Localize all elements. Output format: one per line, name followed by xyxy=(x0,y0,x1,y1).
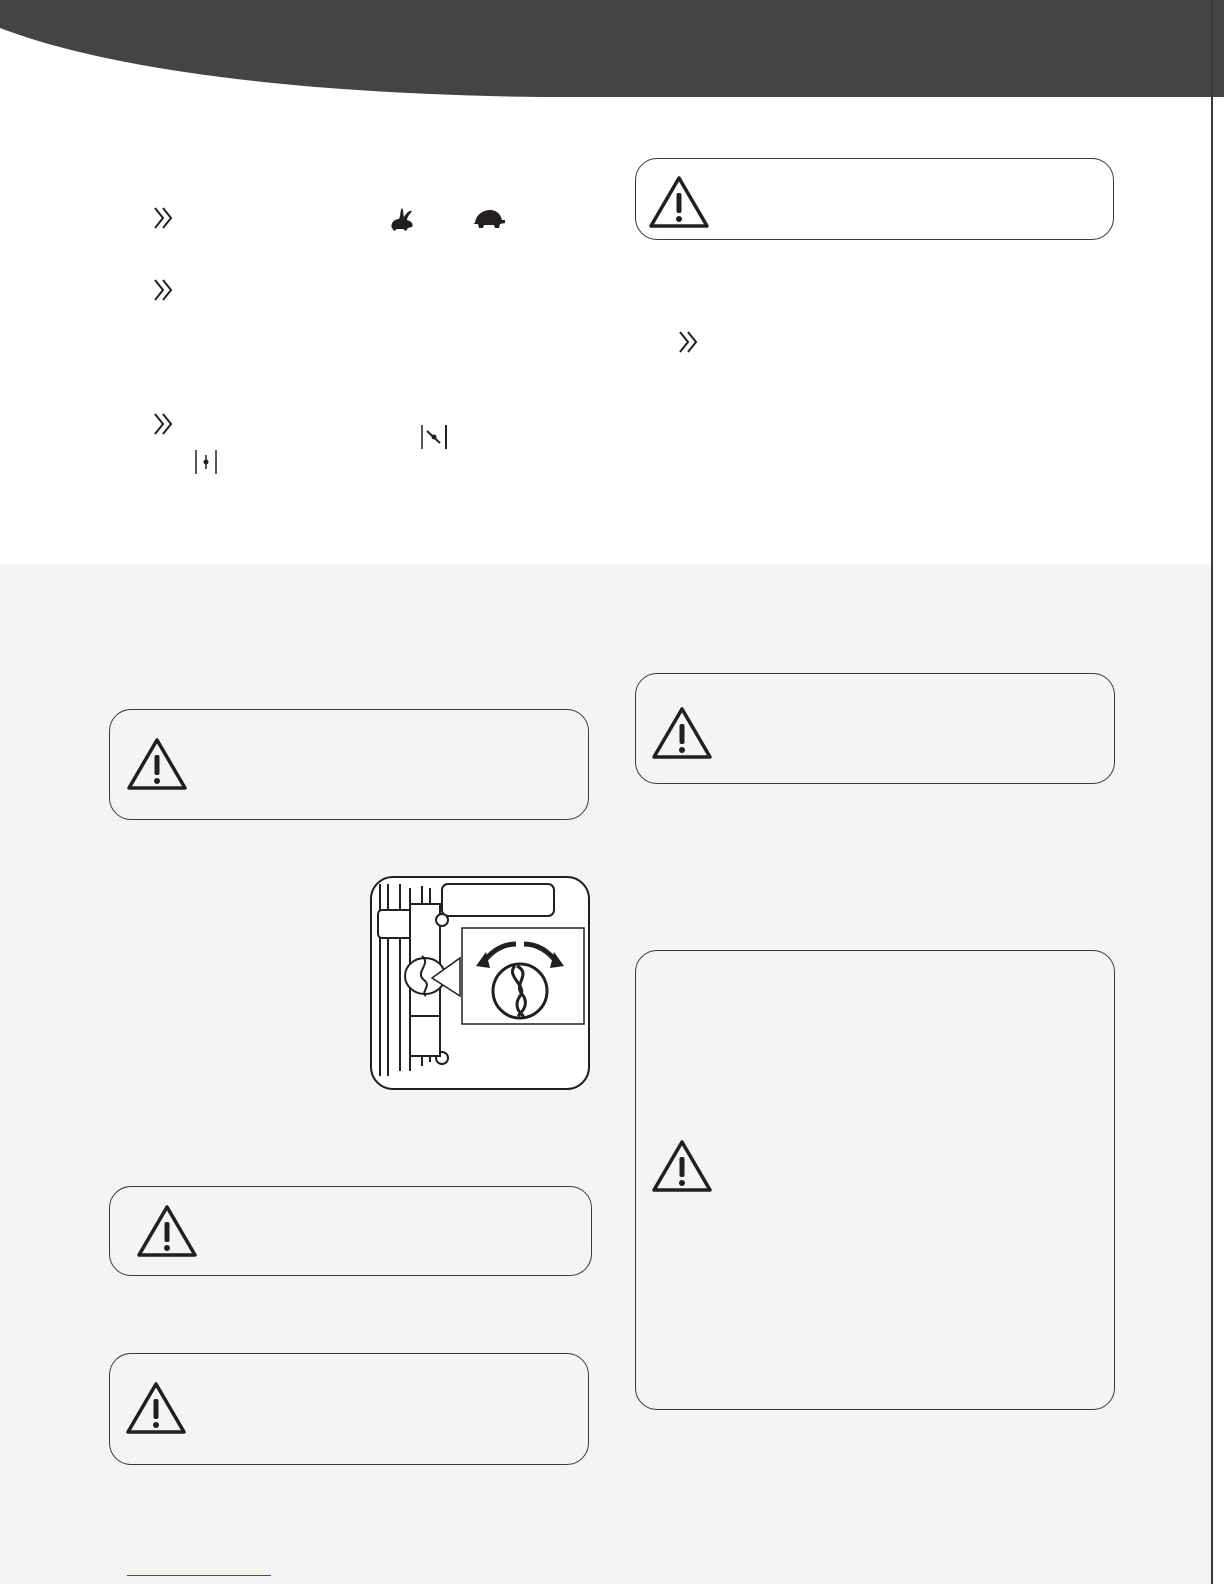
warning-triangle-icon xyxy=(651,706,713,760)
warning-box-large xyxy=(635,950,1115,1410)
double-chevron-right-icon xyxy=(152,277,178,303)
warning-box xyxy=(635,673,1115,784)
rabbit-icon xyxy=(388,206,416,232)
adjustment-knob-illustration xyxy=(370,876,590,1090)
warning-triangle-icon xyxy=(136,1204,198,1258)
bevel-cut-icon xyxy=(420,424,448,450)
double-chevron-right-icon xyxy=(152,411,178,437)
link-underline[interactable] xyxy=(127,1575,271,1576)
warning-triangle-icon xyxy=(651,1139,713,1193)
warning-triangle-icon xyxy=(648,175,710,229)
warning-box xyxy=(109,1186,592,1276)
warning-triangle-icon xyxy=(125,1381,187,1435)
straight-cut-icon xyxy=(194,449,218,475)
page-header-banner xyxy=(0,0,1224,100)
double-chevron-right-icon xyxy=(677,329,703,355)
warning-triangle-icon xyxy=(126,737,188,791)
warning-box xyxy=(109,1353,589,1465)
double-chevron-right-icon xyxy=(152,205,178,231)
turtle-icon xyxy=(472,208,506,230)
warning-box xyxy=(109,709,589,820)
page-edge-stripe xyxy=(1211,0,1213,1584)
warning-box xyxy=(635,158,1114,240)
